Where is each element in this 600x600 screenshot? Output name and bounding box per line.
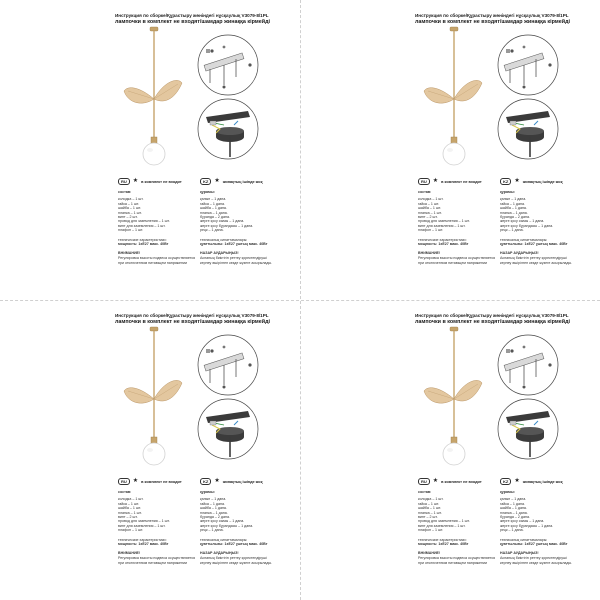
star-icon: ★ — [214, 478, 220, 484]
kz-warning-title: НАЗАР АУДАРЫҢЫЗ! — [500, 251, 539, 256]
panel-title — [115, 13, 295, 25]
panel-title — [115, 313, 295, 325]
ru-item: шайба – 1 шт. — [118, 506, 141, 511]
ru-item: гайка – 1 шт. — [418, 201, 440, 206]
ru-badge: RU — [118, 478, 130, 485]
kz-note-row — [500, 178, 562, 185]
ru-item: шайба – 1 шт. — [118, 206, 141, 211]
kz-item: шайба – 1 дана. — [500, 206, 527, 211]
ru-item: плафон – 1 шт. — [118, 228, 144, 233]
kz-warning-line: кернеу өшірілген кезде жүзеге асырылады. — [200, 560, 273, 565]
title-line-2: лампочки в комплект не входят/шамдар жинаққа кірмейді — [415, 19, 571, 25]
star-icon: ★ — [132, 478, 139, 484]
ru-item: планка – 1 шт. — [118, 210, 142, 215]
ru-note: в комплект не входит — [441, 179, 482, 184]
ru-item: провод для заземления – 1 шт. — [418, 219, 470, 224]
canopy-wiring-detail-icon — [198, 99, 258, 159]
kz-item: бұранда – 2 дана. — [200, 515, 231, 520]
ru-note-row — [118, 178, 182, 185]
kz-item: жерге қосу бұрандасы – 1 дана. — [500, 523, 554, 528]
kz-warning-title: НАЗАР АУДАРЫҢЫЗ! — [200, 251, 239, 256]
ru-item: винт для заземления – 1 шт. — [118, 223, 166, 228]
kz-warning-title: НАЗАР АУДАРЫҢЫЗ! — [200, 551, 239, 556]
ru-note: в комплект не входит — [441, 479, 482, 484]
ru-item: шайба – 1 шт. — [418, 206, 441, 211]
title-line-2: лампочки в комплект не входят/шамдар жинаққа кірмейді — [115, 19, 271, 25]
ru-column — [118, 490, 195, 565]
ru-item: винт для заземления – 1 шт. — [418, 523, 466, 528]
mounting-bracket-detail-icon — [198, 35, 258, 95]
kz-badge: KZ — [200, 478, 211, 485]
kz-item: гайка – 1 дана. — [500, 501, 525, 506]
ru-warning-line: Регулировка высоты подвеса осуществляется — [118, 256, 196, 261]
kz-item: планка – 1 дана. — [200, 510, 228, 515]
ru-item: гайка – 1 шт. — [418, 501, 440, 506]
kz-warning-line: Аспаның биіктігін реттеу қоректендіруші — [200, 256, 267, 261]
kz-item: қалып – 1 дана. — [200, 497, 227, 502]
star-icon: ★ — [514, 478, 520, 484]
kz-item: шайба – 1 дана. — [500, 506, 527, 511]
kz-heading: құрамы: — [200, 490, 215, 494]
ru-item: винт – 2 шт. — [118, 515, 138, 520]
title-line-1: Инструкция по сборке/Құрастыру жөніндегі нұсқаулық V3079-8/1PL — [415, 313, 569, 318]
kz-warning-line: Аспаның биіктігін реттеу қоректендіруші — [500, 256, 567, 261]
kz-item: реңк – 1 дана. — [500, 228, 524, 233]
kz-item: жерге қосу бұрандасы – 1 дана. — [200, 523, 254, 528]
kz-item: планка – 1 дана. — [500, 210, 528, 215]
ru-warning-title: ВНИМАНИЕ! — [118, 251, 141, 256]
kz-item: қалып – 1 дана. — [500, 497, 527, 502]
ru-badge: RU — [418, 478, 430, 485]
ru-note-row — [418, 178, 482, 185]
kz-item: гайка – 1 дана. — [500, 201, 525, 206]
kz-item: жерге қосу бұрандасы – 1 дана. — [200, 223, 254, 228]
panel-title — [415, 13, 595, 25]
ru-specs-value: мощность: 1хE27 макс. 40Вт — [118, 542, 169, 547]
ru-item: плафон – 1 шт. — [118, 528, 144, 533]
title-line-1: Инструкция по сборке/Құрастыру жөніндегі нұсқаулық V3079-8/1PL — [415, 13, 569, 18]
kz-column — [200, 490, 272, 565]
kz-item: бұранда – 2 дана. — [500, 515, 531, 520]
ru-heading: состав: — [118, 490, 132, 494]
ru-item: винт для заземления – 1 шт. — [418, 223, 466, 228]
ru-item: колодка – 1 шт. — [118, 197, 144, 202]
ru-warning-title: ВНИМАНИЕ! — [418, 551, 441, 556]
ru-badge: RU — [418, 178, 430, 185]
kz-specs-title: техникалық сипаттамалары: — [200, 537, 248, 542]
mounting-bracket-detail-icon — [498, 35, 558, 95]
kz-item: қалып – 1 дана. — [200, 197, 227, 202]
kz-item: реңк – 1 дана. — [200, 228, 224, 233]
kz-note-row — [200, 478, 262, 485]
ru-item: планка – 1 шт. — [418, 510, 442, 515]
ru-warning-line: при отключенном питающем напряжении — [118, 560, 188, 565]
ru-column — [418, 190, 495, 265]
instruction-panel-4 — [300, 300, 600, 600]
kz-warning-line: кернеу өшірілген кезде жүзеге асырылады. — [500, 560, 573, 565]
ru-warning-line: Регулировка высоты подвеса осуществляется — [418, 556, 496, 561]
kz-specs-title: техникалық сипаттамалары: — [200, 237, 248, 242]
instruction-panel-3 — [0, 300, 300, 600]
panel-title — [415, 313, 595, 325]
canopy-wiring-detail-icon — [498, 99, 558, 159]
kz-note: жинақтың ішінде жоқ — [522, 479, 563, 484]
kz-warning-title: НАЗАР АУДАРЫҢЫЗ! — [500, 551, 539, 556]
ru-specs-value: мощность: 1хE27 макс. 40Вт — [418, 542, 469, 547]
ru-heading: состав: — [118, 190, 132, 194]
ru-specs-value: мощность: 1хE27 макс. 40Вт — [118, 242, 169, 247]
kz-note-row — [500, 478, 562, 485]
kz-note: жинақтың ішінде жоқ — [522, 179, 563, 184]
lamp-illustration — [120, 325, 270, 480]
ru-item: колодка – 1 шт. — [418, 197, 444, 202]
kz-item: реңк – 1 дана. — [500, 528, 524, 533]
kz-item: жерге қосу бұрандасы – 1 дана. — [500, 223, 554, 228]
kz-specs-value: қуаттылығы: 1хE27 ұштың макс. 40Вт — [200, 242, 268, 247]
ru-item: плафон – 1 шт. — [418, 528, 444, 533]
ru-item: плафон – 1 шт. — [418, 228, 444, 233]
kz-specs-value: қуаттылығы: 1хE27 ұштың макс. 40Вт — [500, 242, 568, 247]
kz-item: реңк – 1 дана. — [200, 528, 224, 533]
instruction-panel-2 — [300, 0, 600, 300]
ru-item: гайка – 1 шт. — [118, 501, 140, 506]
kz-warning-line: кернеу өшірілген кезде жүзеге асырылады. — [500, 260, 573, 265]
kz-item: бұранда – 2 дана. — [500, 215, 531, 220]
instruction-panel-1 — [0, 0, 300, 300]
ru-column — [418, 490, 495, 565]
ru-note-row — [118, 478, 182, 485]
ru-specs-value: мощность: 1хE27 макс. 40Вт — [418, 242, 469, 247]
kz-warning-line: Аспаның биіктігін реттеу қоректендіруші — [200, 556, 267, 561]
ru-column — [118, 190, 195, 265]
ru-heading: состав: — [418, 190, 432, 194]
ru-warning-line: Регулировка высоты подвеса осуществляется — [418, 256, 496, 261]
mounting-bracket-detail-icon — [198, 335, 258, 395]
ru-specs-title: технические характеристики: — [418, 237, 467, 242]
kz-badge: KZ — [500, 478, 511, 485]
ru-specs-title: технические характеристики: — [418, 537, 467, 542]
ru-note: в комплект не входит — [141, 179, 182, 184]
kz-warning-line: Аспаның биіктігін реттеу қоректендіруші — [500, 556, 567, 561]
kz-item: шайба – 1 дана. — [200, 206, 227, 211]
kz-item: қалып – 1 дана. — [500, 197, 527, 202]
kz-specs-value: қуаттылығы: 1хE27 ұштың макс. 40Вт — [500, 542, 568, 547]
kz-specs-value: қуаттылығы: 1хE27 ұштың макс. 40Вт — [200, 542, 268, 547]
star-icon: ★ — [432, 178, 439, 184]
lamp-illustration — [420, 325, 570, 480]
ru-item: колодка – 1 шт. — [118, 497, 144, 502]
ru-heading: состав: — [418, 490, 432, 494]
pendant-lamp-icon — [124, 327, 182, 465]
canopy-wiring-detail-icon — [198, 399, 258, 459]
kz-badge: KZ — [500, 178, 511, 185]
kz-heading: құрамы: — [500, 190, 515, 194]
ru-warning-title: ВНИМАНИЕ! — [418, 251, 441, 256]
ru-specs-title: технические характеристики: — [118, 537, 167, 542]
ru-item: провод для заземления – 1 шт. — [418, 519, 470, 524]
kz-item: гайка – 1 дана. — [200, 501, 225, 506]
star-icon: ★ — [132, 178, 139, 184]
title-line-2: лампочки в комплект не входят/шамдар жинаққа кірмейді — [115, 319, 271, 325]
ru-item: винт для заземления – 1 шт. — [118, 523, 166, 528]
kz-note: жинақтың ішінде жоқ — [222, 179, 263, 184]
ru-item: провод для заземления – 1 шт. — [118, 219, 170, 224]
canopy-wiring-detail-icon — [498, 399, 558, 459]
pendant-lamp-icon — [124, 27, 182, 165]
pendant-lamp-icon — [424, 327, 482, 465]
ru-item: шайба – 1 шт. — [418, 506, 441, 511]
kz-item: планка – 1 дана. — [500, 510, 528, 515]
ru-note: в комплект не входит — [141, 479, 182, 484]
ru-item: планка – 1 шт. — [418, 210, 442, 215]
ru-item: гайка – 1 шт. — [118, 201, 140, 206]
ru-item: винт – 2 шт. — [118, 215, 138, 220]
kz-note-row — [200, 178, 262, 185]
star-icon: ★ — [514, 178, 520, 184]
title-line-1: Инструкция по сборке/Құрастыру жөніндегі нұсқаулық V3079-8/1PL — [115, 13, 269, 18]
ru-item: провод для заземления – 1 шт. — [118, 519, 170, 524]
ru-item: винт – 2 шт. — [418, 515, 438, 520]
kz-column — [500, 190, 572, 265]
ru-item: планка – 1 шт. — [118, 510, 142, 515]
kz-item: жерге қосу сымы – 1 дана. — [200, 519, 245, 524]
lamp-illustration — [420, 25, 570, 180]
kz-item: жерге қосу сымы – 1 дана. — [500, 519, 545, 524]
ru-note-row — [418, 478, 482, 485]
kz-item: бұранда – 2 дана. — [200, 215, 231, 220]
ru-item: колодка – 1 шт. — [418, 497, 444, 502]
kz-heading: құрамы: — [500, 490, 515, 494]
kz-note: жинақтың ішінде жоқ — [222, 479, 263, 484]
kz-heading: құрамы: — [200, 190, 215, 194]
mounting-bracket-detail-icon — [498, 335, 558, 395]
ru-warning-line: Регулировка высоты подвеса осуществляется — [118, 556, 196, 561]
kz-item: планка – 1 дана. — [200, 210, 228, 215]
ru-warning-line: при отключенном питающем напряжении — [418, 560, 488, 565]
kz-column — [200, 190, 272, 265]
kz-item: жерге қосу сымы – 1 дана. — [500, 219, 545, 224]
kz-specs-title: техникалық сипаттамалары: — [500, 237, 548, 242]
lamp-illustration — [120, 25, 270, 180]
kz-item: шайба – 1 дана. — [200, 506, 227, 511]
kz-warning-line: кернеу өшірілген кезде жүзеге асырылады. — [200, 260, 273, 265]
title-line-1: Инструкция по сборке/Құрастыру жөніндегі нұсқаулық V3079-8/1PL — [115, 313, 269, 318]
ru-warning-line: при отключенном питающем напряжении — [118, 260, 188, 265]
star-icon: ★ — [432, 478, 439, 484]
kz-badge: KZ — [200, 178, 211, 185]
ru-specs-title: технические характеристики: — [118, 237, 167, 242]
kz-item: гайка – 1 дана. — [200, 201, 225, 206]
ru-badge: RU — [118, 178, 130, 185]
kz-item: жерге қосу сымы – 1 дана. — [200, 219, 245, 224]
title-line-2: лампочки в комплект не входят/шамдар жинаққа кірмейді — [415, 319, 571, 325]
kz-column — [500, 490, 572, 565]
ru-warning-line: при отключенном питающем напряжении — [418, 260, 488, 265]
star-icon: ★ — [214, 178, 220, 184]
kz-specs-title: техникалық сипаттамалары: — [500, 537, 548, 542]
pendant-lamp-icon — [424, 27, 482, 165]
ru-item: винт – 2 шт. — [418, 215, 438, 220]
ru-warning-title: ВНИМАНИЕ! — [118, 551, 141, 556]
